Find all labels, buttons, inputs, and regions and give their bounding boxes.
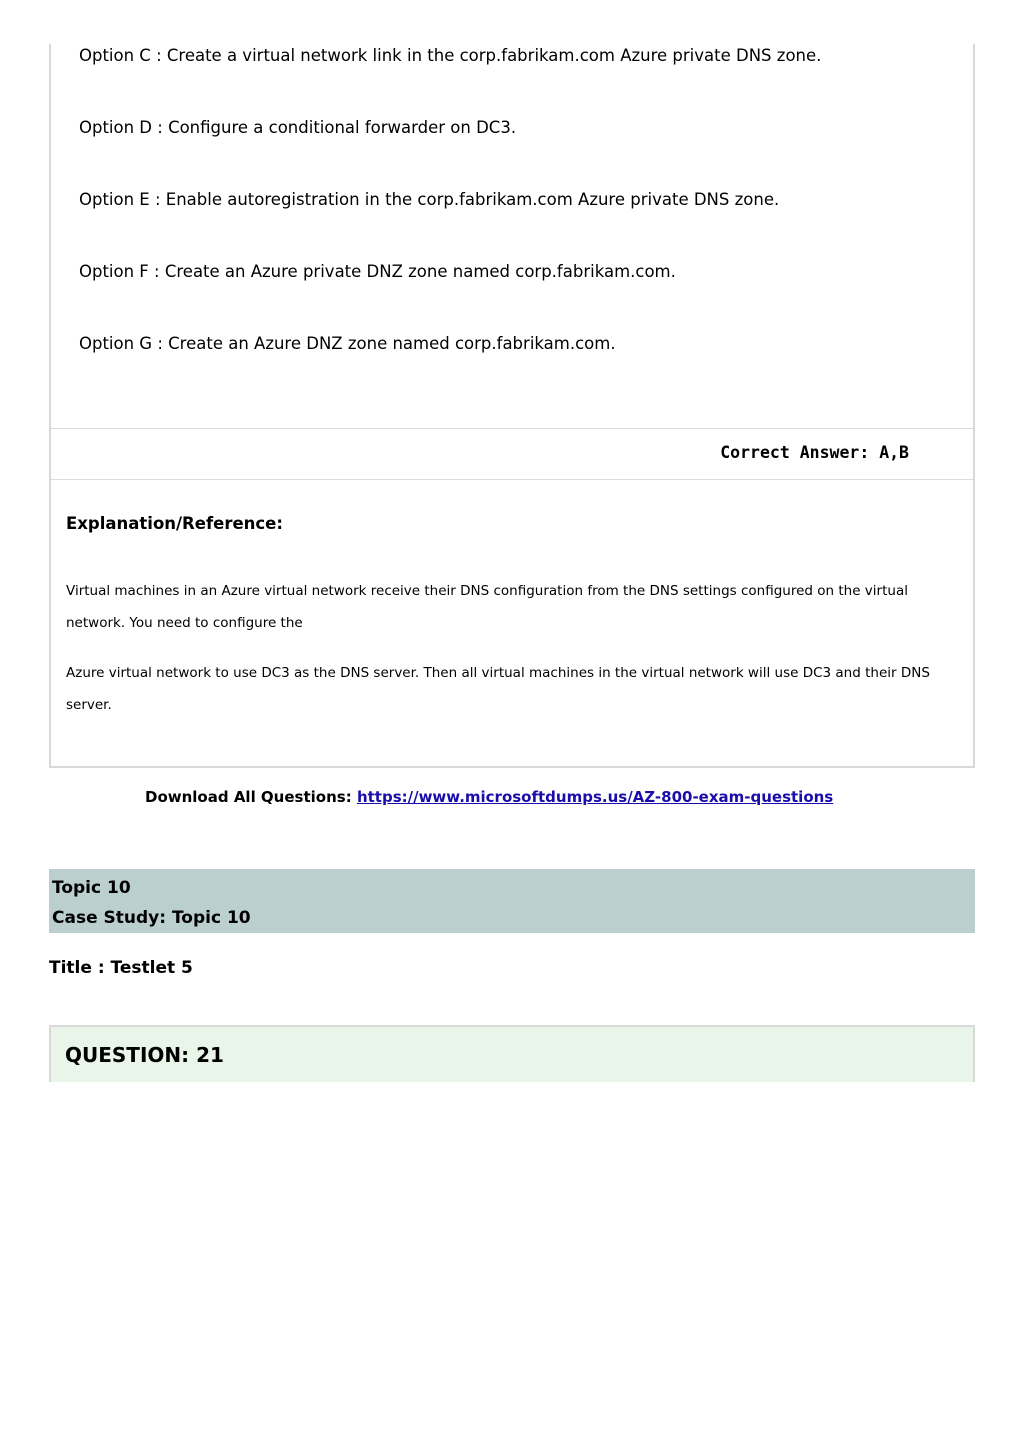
correct-answer: Correct Answer: A,B xyxy=(720,443,909,462)
question-number: QUESTION: 21 xyxy=(65,1043,224,1067)
question-box xyxy=(49,44,975,768)
topic-number: Topic 10 xyxy=(52,878,131,898)
option-f: Option F : Create an Azure private DNZ zone named corp.fabrikam.com. xyxy=(79,262,676,281)
download-label: Download All Questions: xyxy=(145,788,352,806)
answer-divider-top xyxy=(51,428,973,429)
download-link[interactable]: https://www.microsoftdumps.us/AZ-800-exam-questions xyxy=(356,788,834,806)
option-g: Option G : Create an Azure DNZ zone named corp.fabrikam.com. xyxy=(79,334,616,353)
explanation-paragraph: Virtual machines in an Azure virtual network receive their DNS configuration from the DNS settings configured on the virtual network. You need to configure the xyxy=(66,583,908,631)
option-e: Option E : Enable autoregistration in the corp.fabrikam.com Azure private DNS zone. xyxy=(79,190,780,209)
answer-divider-bottom xyxy=(51,479,973,480)
download-line xyxy=(145,786,833,808)
testlet-title: Title : Testlet 5 xyxy=(49,958,193,978)
option-c: Option C : Create a virtual network link in the corp.fabrikam.com Azure private DNS zone. xyxy=(79,46,822,65)
topic-band xyxy=(49,869,975,933)
explanation-paragraph: Azure virtual network to use DC3 as the DNS server. Then all virtual machines in the virtual network will use DC3 and their DNS server. xyxy=(66,665,930,713)
option-d: Option D : Configure a conditional forwarder on DC3. xyxy=(79,118,517,137)
case-study-title: Case Study: Topic 10 xyxy=(52,908,251,928)
question-header xyxy=(49,1025,975,1082)
explanation-heading: Explanation/Reference: xyxy=(66,514,283,533)
